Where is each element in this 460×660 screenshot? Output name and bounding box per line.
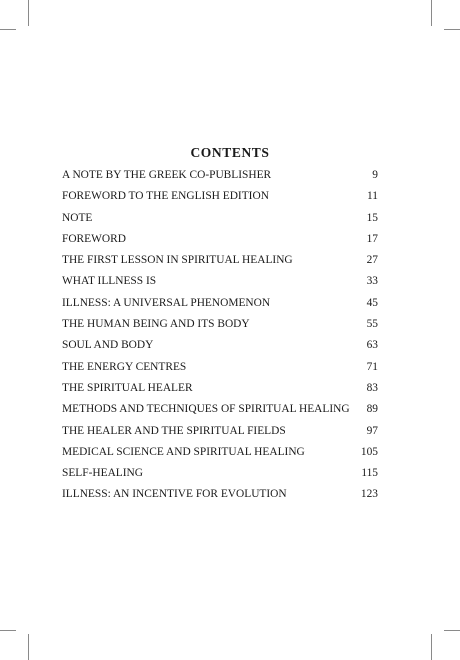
- toc-entry[interactable]: [62, 314, 378, 335]
- crop-mark-top-left-vertical: [28, 0, 29, 26]
- crop-mark-bottom-left-vertical: [28, 634, 29, 660]
- toc-entry-page: 33: [366, 275, 378, 288]
- toc-entry[interactable]: [62, 335, 378, 356]
- toc-entry-title: ILLNESS: AN INCENTIVE FOR EVOLUTION: [62, 488, 287, 501]
- toc-entry-page: 55: [366, 318, 378, 331]
- toc-entry[interactable]: [62, 421, 378, 442]
- toc-entry[interactable]: [62, 399, 378, 420]
- toc-entry-title: THE HEALER AND THE SPIRITUAL FIELDS: [62, 424, 286, 437]
- toc-entry[interactable]: [62, 250, 378, 271]
- toc-entry-page: 17: [366, 232, 378, 245]
- toc-entry-page: 27: [366, 254, 378, 267]
- toc-entry-title: THE ENERGY CENTRES: [62, 360, 187, 373]
- toc-entry-title: NOTE: [62, 211, 93, 224]
- toc-entry[interactable]: [62, 271, 378, 292]
- toc-entry-page: 45: [366, 296, 378, 309]
- toc-entry[interactable]: [62, 208, 378, 229]
- toc-entry-title: MEDICAL SCIENCE AND SPIRITUAL HEALING: [62, 445, 305, 458]
- toc-entry[interactable]: [62, 229, 378, 250]
- toc-entry[interactable]: [62, 293, 378, 314]
- toc-entry-page: 63: [366, 339, 378, 352]
- toc-entry-page: 15: [366, 211, 378, 224]
- crop-mark-bottom-right-vertical: [431, 634, 432, 660]
- toc-entry[interactable]: [62, 442, 378, 463]
- toc-entry-page: 97: [366, 424, 378, 437]
- crop-mark-top-right-horizontal: [444, 29, 460, 30]
- toc-entry-title: SELF-HEALING: [62, 467, 143, 480]
- toc-entry-page: 83: [366, 381, 378, 394]
- toc-entry-title: FOREWORD: [62, 232, 126, 245]
- toc-entry[interactable]: [62, 484, 378, 505]
- table-of-contents: [62, 165, 378, 506]
- toc-entry[interactable]: [62, 165, 378, 186]
- toc-entry-page: 105: [360, 445, 378, 458]
- toc-entry[interactable]: [62, 357, 378, 378]
- toc-entry-page: 123: [360, 488, 378, 501]
- toc-entry-title: METHODS AND TECHNIQUES OF SPIRITUAL HEALING: [62, 403, 350, 416]
- toc-entry-title: ILLNESS: A UNIVERSAL PHENOMENON: [62, 296, 271, 309]
- crop-mark-bottom-right-horizontal: [444, 630, 460, 631]
- toc-entry-title: FOREWORD TO THE ENGLISH EDITION: [62, 190, 269, 203]
- crop-mark-top-right-vertical: [431, 0, 432, 26]
- toc-entry[interactable]: [62, 186, 378, 207]
- toc-entry-page: 115: [361, 467, 378, 480]
- toc-entry-page: 89: [366, 403, 378, 416]
- toc-entry-page: 9: [372, 169, 378, 181]
- toc-entry-title: SOUL AND BODY: [62, 339, 154, 352]
- crop-mark-bottom-left-horizontal: [0, 630, 16, 631]
- toc-entry-title: A NOTE BY THE GREEK CO-PUBLISHER: [62, 169, 272, 181]
- toc-entry-title: THE FIRST LESSON IN SPIRITUAL HEALING: [62, 254, 293, 267]
- toc-entry[interactable]: [62, 463, 378, 484]
- toc-entry-page: 11: [367, 190, 378, 203]
- toc-entry-title: WHAT ILLNESS IS: [62, 275, 157, 288]
- toc-entry-page: 71: [366, 360, 378, 373]
- toc-entry-title: THE SPIRITUAL HEALER: [62, 381, 193, 394]
- crop-mark-top-left-horizontal: [0, 29, 16, 30]
- toc-entry[interactable]: [62, 378, 378, 399]
- page-title: CONTENTS: [190, 145, 270, 160]
- toc-entry-title: THE HUMAN BEING AND ITS BODY: [62, 318, 250, 331]
